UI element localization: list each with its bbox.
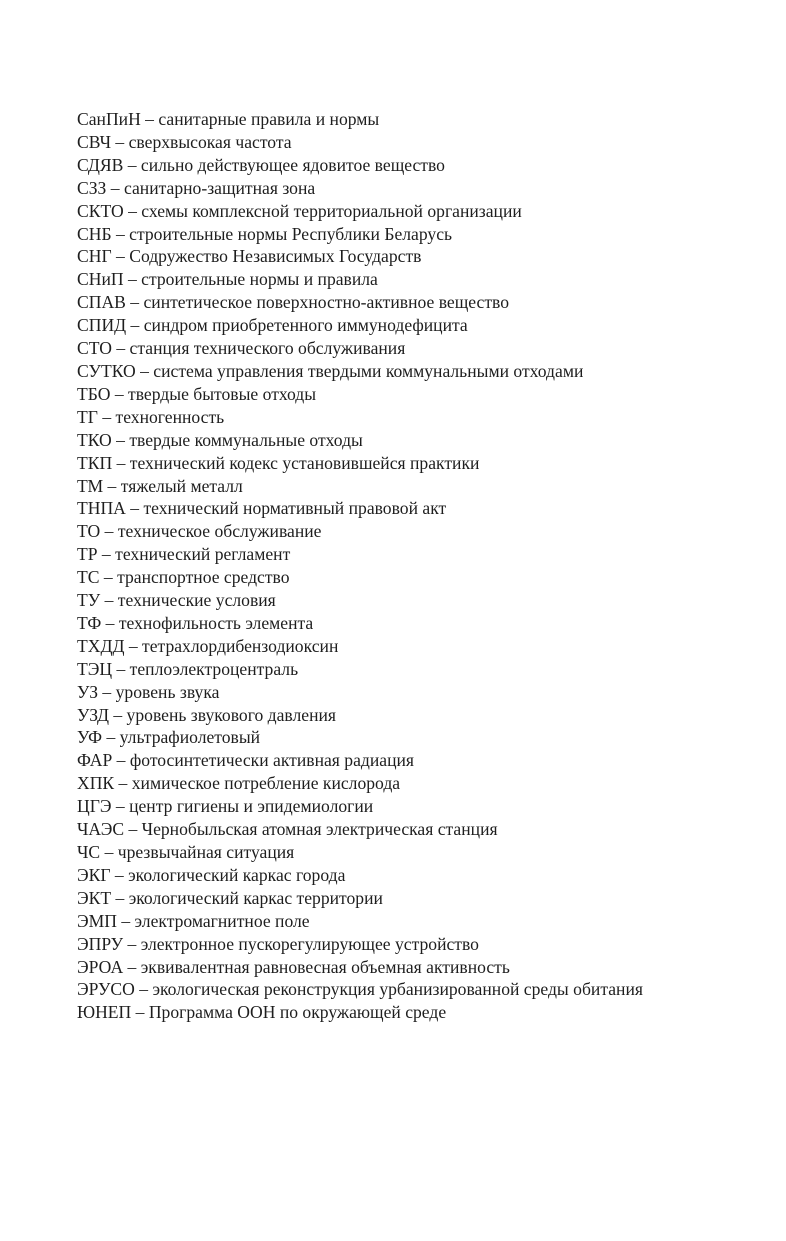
abbreviation-entry: ТНПА – технический нормативный правовой акт <box>77 498 447 519</box>
abbreviation-entry: ЭПРУ – электронное пускорегулирующее устройство <box>77 933 479 954</box>
abbreviation-entry: ЧАЭС – Чернобыльская атомная электрическая станция <box>77 819 498 840</box>
abbreviation-entry: ТО – техническое обслуживание <box>77 521 322 542</box>
abbreviation-entry: СНГ – Содружество Независимых Государств <box>77 246 422 267</box>
abbreviation-entry: СЗЗ – санитарно-защитная зона <box>77 177 316 198</box>
abbreviation-entry: ТБО – твердые бытовые отходы <box>77 383 317 404</box>
abbreviation-entry: ЧС – чрезвычайная ситуация <box>77 842 295 862</box>
abbreviation-entry: СНиП – строительные нормы и правила <box>77 269 378 290</box>
abbreviation-entry: СПАВ – синтетическое поверхностно-активное вещество <box>77 292 509 313</box>
abbreviation-entry: СДЯВ – сильно действующее ядовитое вещество <box>77 154 445 175</box>
abbreviation-entry: СУТКО – система управления твердыми коммунальными отходами <box>77 360 584 381</box>
abbreviation-entry: ТР – технический регламент <box>77 544 291 565</box>
abbreviation-entry: ФАР – фотосинтетически активная радиация <box>77 750 414 771</box>
abbreviation-entry: СанПиН – санитарные правила и нормы <box>77 109 380 129</box>
abbreviation-entry: УЗ – уровень звука <box>77 681 220 702</box>
abbreviation-entry: УЗД – уровень звукового давления <box>77 704 337 725</box>
abbreviation-entry: СПИД – синдром приобретенного иммунодефицита <box>77 315 468 336</box>
abbreviation-entry: ЭМП – электромагнитное поле <box>77 910 310 931</box>
abbreviation-entry: ТКО – твердые коммунальные отходы <box>77 429 363 450</box>
abbreviation-entry: ТГ – техногенность <box>77 406 225 427</box>
abbreviation-list <box>77 108 661 1024</box>
abbreviation-entry: ЭКТ – экологический каркас территории <box>77 887 383 908</box>
abbreviation-entry: ТХДД – тетрахлордибензодиоксин <box>77 635 339 656</box>
abbreviation-entry: ЭКГ – экологический каркас города <box>77 864 346 885</box>
abbreviation-entry: ТФ – технофильность элемента <box>77 612 314 633</box>
abbreviation-entry: СКТО – схемы комплексной территориальной организации <box>77 200 522 221</box>
abbreviation-entry: СТО – станция технического обслуживания <box>77 338 406 359</box>
abbreviation-entry: СВЧ – сверхвысокая частота <box>77 131 292 152</box>
abbreviation-entry: УФ – ультрафиолетовый <box>77 727 261 748</box>
abbreviation-entry: ЭРУСО – экологическая реконструкция урбанизированной среды обитания <box>77 979 643 1000</box>
abbreviation-entry: ХПК – химическое потребление кислорода <box>77 773 401 794</box>
abbreviation-entry: ЦГЭ – центр гигиены и эпидемиологии <box>77 796 374 817</box>
abbreviation-entry: СНБ – строительные нормы Республики Беларусь <box>77 223 453 244</box>
abbreviation-entry: ТУ – технические условия <box>77 590 276 611</box>
abbreviation-entry: ТКП – технический кодекс установившейся практики <box>77 452 480 473</box>
abbreviation-entry: ТС – транспортное средство <box>77 567 290 588</box>
abbreviation-entry: ТМ – тяжелый металл <box>77 475 243 496</box>
abbreviation-entry: ЮНЕП – Программа ООН по окружающей среде <box>77 1002 447 1023</box>
abbreviation-entry: ЭРОА – эквивалентная равновесная объемная активность <box>77 956 510 977</box>
abbreviation-entry: ТЭЦ – теплоэлектроцентраль <box>77 658 299 679</box>
